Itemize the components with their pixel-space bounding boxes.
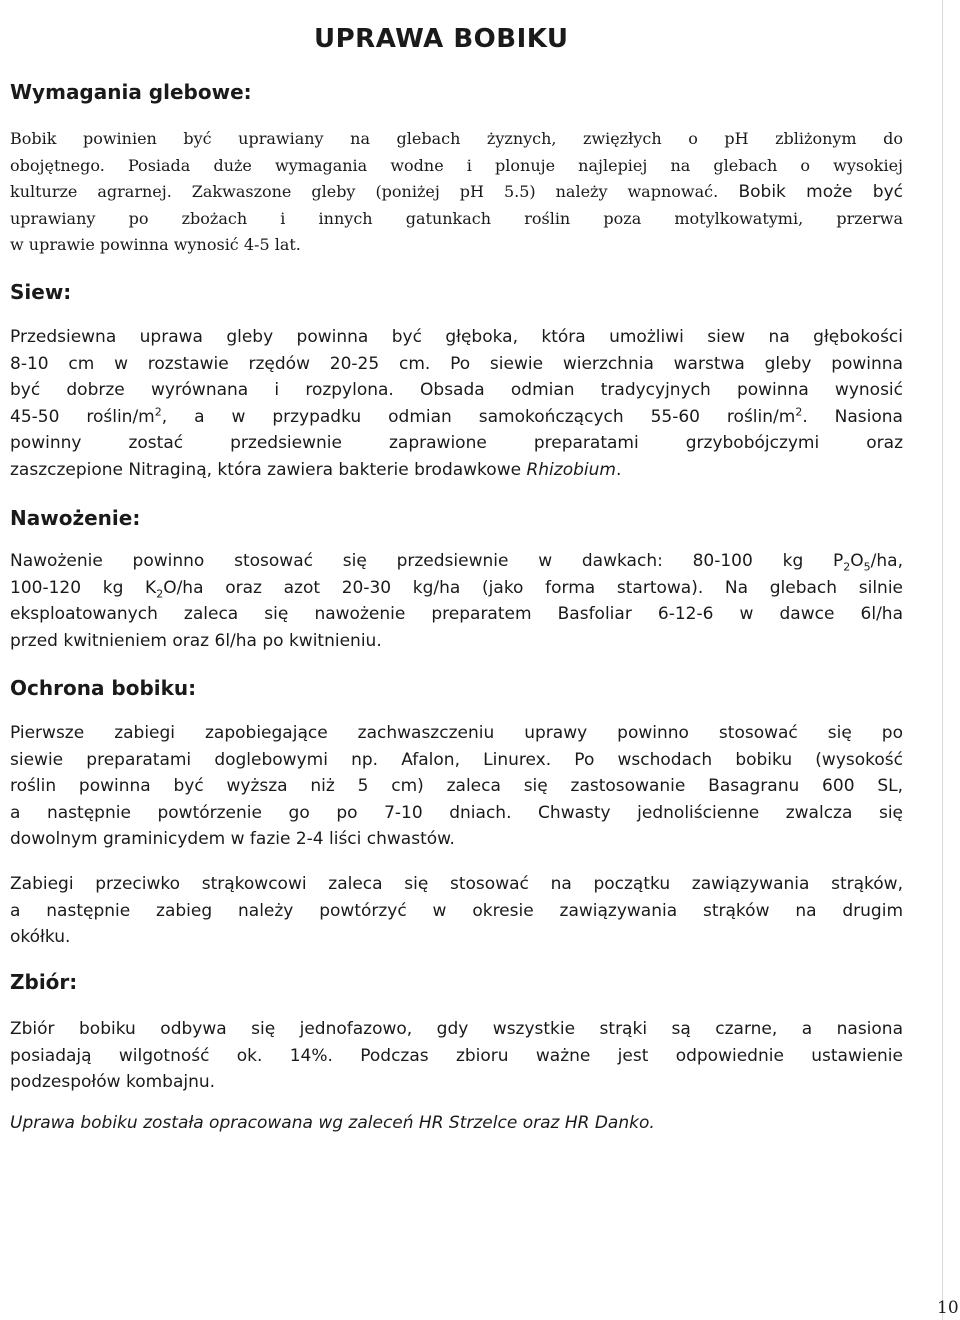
- heading-harvest: Zbiór:: [10, 970, 78, 994]
- heading-sowing: Siew:: [10, 280, 72, 304]
- text-line: [10, 548, 903, 575]
- paragraph-soil-requirements: [10, 126, 903, 259]
- text-line: okółku.: [10, 927, 71, 947]
- text-line: podzespołów kombajnu.: [10, 1072, 216, 1092]
- text-fragment: O: [850, 551, 864, 571]
- text-line: [10, 404, 903, 431]
- text-line: Zabiegi przeciwko strąkowcowi zaleca się stosować na początku zawiązywania strąków,: [10, 874, 903, 894]
- text-fragment: 45-50 roślin/m: [10, 406, 155, 427]
- subscript: 2: [843, 560, 851, 574]
- document-title: UPRAWA BOBIKU: [314, 24, 569, 54]
- text-fragment: Bobik może być: [718, 182, 904, 202]
- text-line: być dobrze wyrównana i rozpylona. Obsada odmian tradycyjnych powinna wynosić: [10, 380, 903, 400]
- paragraph-harvest: [10, 1016, 903, 1096]
- text-fragment: .: [615, 459, 622, 480]
- latin-name: Rhizobium: [526, 459, 616, 480]
- text-line: [10, 457, 903, 484]
- text-fragment: , a w przypadku odmian samokończących 55-60 roślin/m: [161, 406, 796, 427]
- text-fragment: kulturze agrarnej. Zakwaszone gleby (poniżej pH 5.5) należy wapnować.: [10, 182, 719, 201]
- text-line: w uprawie powinna wynosić 4-5 lat.: [10, 235, 301, 254]
- heading-protection: Ochrona bobiku:: [10, 676, 197, 700]
- text-line: dowolnym graminicydem w fazie 2-4 liści chwastów.: [10, 829, 455, 849]
- text-line: uprawiany po zbożach i innych gatunkach roślin poza motylkowatymi, przerwa: [10, 208, 903, 228]
- text-line: [10, 179, 903, 206]
- text-fragment: O/ha oraz azot 20-30 kg/ha (jako forma startowa). Na glebach silnie: [163, 577, 904, 598]
- paragraph-protection-pests: [10, 871, 903, 951]
- paragraph-protection-weeds: [10, 720, 903, 853]
- page-number: 10: [937, 1298, 959, 1318]
- source-note: Uprawa bobiku została opracowana wg zaleceń HR Strzelce oraz HR Danko.: [10, 1113, 655, 1133]
- text-line: Przedsiewna uprawa gleby powinna być głęboka, która umożliwi siew na głębokości: [10, 327, 903, 347]
- text-line: 8-10 cm w rozstawie rzędów 20-25 cm. Po siewie wierzchnia warstwa gleby powinna: [10, 353, 903, 374]
- subscript: 5: [863, 560, 871, 574]
- text-line: przed kwitnieniem oraz 6l/ha po kwitnieniu.: [10, 630, 382, 651]
- heading-fertilization: Nawożenie:: [10, 506, 141, 530]
- paragraph-sowing: [10, 324, 903, 483]
- text-line: Bobik powinien być uprawiany na glebach żyznych, zwięzłych o pH zbliżonym do: [10, 129, 903, 148]
- text-fragment: /ha,: [870, 551, 903, 571]
- text-line: [10, 575, 903, 602]
- subscript: 2: [156, 586, 164, 600]
- text-line: roślin powinna być wyższa niż 5 cm) zaleca się zastosowanie Basagranu 600 SL,: [10, 776, 903, 796]
- text-line: Pierwsze zabiegi zapobiegające zachwaszczeniu uprawy powinno stosować się po: [10, 723, 903, 743]
- superscript: 2: [154, 404, 162, 418]
- text-line: eksploatowanych zaleca się nawożenie preparatem Basfoliar 6-12-6 w dawce 6l/ha: [10, 604, 903, 624]
- text-line: powinny zostać przedsiewnie zaprawione preparatami grzybobójczymi oraz: [10, 433, 903, 453]
- text-fragment: 100-120 kg K: [10, 577, 157, 598]
- text-line: a następnie powtórzenie go po 7-10 dniach. Chwasty jednoliścienne zwalcza się: [10, 802, 903, 823]
- text-fragment: Nawożenie powinno stosować się przedsiewnie w dawkach: 80-100 kg P: [10, 551, 844, 571]
- text-line: posiadają wilgotność ok. 14%. Podczas zbioru ważne jest odpowiednie ustawienie: [10, 1045, 903, 1066]
- text-line: Zbiór bobiku odbywa się jednofazowo, gdy wszystkie strąki są czarne, a nasiona: [10, 1019, 903, 1039]
- text-line: obojętnego. Posiada duże wymagania wodne i plonuje najlepiej na glebach o wysokiej: [10, 155, 903, 175]
- text-fragment: zaszczepione Nitraginą, która zawiera bakterie brodawkowe: [10, 459, 527, 480]
- text-line: a następnie zabieg należy powtórzyć w okresie zawiązywania strąków na drugim: [10, 900, 903, 921]
- heading-soil-requirements: Wymagania glebowe:: [10, 80, 252, 104]
- text-line: siewie preparatami doglebowymi np. Afalon, Linurex. Po wschodach bobiku (wysokość: [10, 749, 903, 770]
- page-edge-line: [942, 0, 943, 1320]
- paragraph-fertilization: [10, 548, 903, 654]
- superscript: 2: [795, 404, 803, 418]
- text-fragment: . Nasiona: [802, 406, 903, 427]
